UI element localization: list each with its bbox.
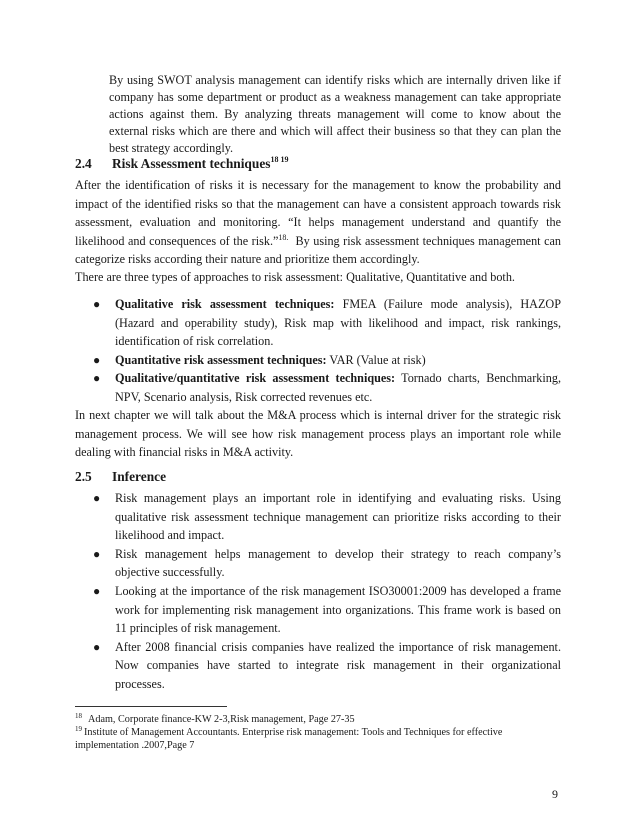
- list-item: [93, 582, 561, 638]
- section-2-4-paragraph-3: In next chapter we will talk about the M&A process which is internal driver for the strategic risk management process. We will see how risk management process plays an important role while dealing with financial risks in M&A activity.: [75, 408, 561, 460]
- bullet-icon: ●: [93, 639, 101, 654]
- section-2-4-title: Risk Assessment techniques: [112, 156, 271, 171]
- footnote-number: 19: [75, 725, 82, 733]
- section-2-4-heading: [75, 156, 288, 172]
- page-number: 9: [552, 787, 558, 801]
- section-2-5-number: 2.5: [75, 469, 92, 484]
- list-item-label: Quantitative risk assessment techniques:: [115, 352, 327, 367]
- paragraph-1-footnote-ref: 18.: [278, 232, 289, 242]
- list-item-text: VAR (Value at risk): [329, 352, 426, 367]
- list-item: [93, 351, 561, 370]
- bullet-icon: ●: [93, 546, 101, 561]
- footnote-divider: [75, 706, 227, 707]
- intro-paragraph: By using SWOT analysis management can identify risks which are internally driven like if company has some department or product as a weakness management can take appropriate actions against them. By analyzing threats management will come to know about the external risks which are there and which will affect their business so that they can plan the best strategy accordingly.: [109, 73, 561, 156]
- list-item-text: FMEA (Failure mode analysis), HAZOP (Hazard and operability study), Risk map with likelihood and impact, risk rankings, identification of risk correlation.: [115, 297, 562, 349]
- list-item-label: Qualitative risk assessment techniques:: [115, 297, 335, 311]
- list-item-text: Tornado charts, Benchmarking, NPV, Scenario analysis, Risk corrected revenues etc.: [115, 371, 561, 404]
- inference-list: [93, 489, 561, 694]
- bullet-icon: ●: [93, 371, 101, 386]
- bullet-icon: ●: [93, 297, 101, 311]
- list-item-text: Risk management helps management to develop their strategy to reach company’s objective successfully.: [115, 546, 561, 580]
- section-2-5-title: Inference: [112, 469, 167, 484]
- list-item-label: Qualitative/quantitative risk assessment techniques:: [115, 371, 396, 386]
- section-2-4-paragraph-1: [75, 176, 561, 269]
- list-item: [93, 489, 561, 545]
- section-2-4-title-refs: 18 19: [270, 155, 289, 164]
- list-item: [93, 638, 561, 694]
- list-item: [93, 369, 561, 406]
- bullet-icon: ●: [93, 352, 101, 367]
- section-2-4-paragraph-2: There are three types of approaches to risk assessment: Qualitative, Quantitative and both.: [75, 270, 515, 284]
- list-item-text: After 2008 financial crisis companies have realized the importance of risk management. Now companies have started to integrate risk management in their organizational processes.: [115, 639, 561, 691]
- bullet-icon: ●: [93, 583, 101, 598]
- list-item-text: Looking at the importance of the risk management ISO30001:2009 has developed a frame work for implementing risk management into organizations. This frame work is based on 11 principles of risk management.: [115, 583, 561, 636]
- footnote-19: [75, 726, 545, 753]
- assessment-techniques-list: [93, 295, 562, 407]
- footnote-text: Institute of Management Accountants. Enterprise risk management: Tools and Techniques for effective implementation .2007,Page 7: [75, 727, 503, 752]
- footnote-18: [75, 713, 575, 726]
- section-2-4-number: 2.4: [75, 156, 92, 171]
- bullet-icon: ●: [93, 491, 101, 505]
- list-item: [93, 295, 562, 351]
- footnote-text: Adam, Corporate finance-KW 2-3,Risk management, Page 27-35: [88, 714, 355, 725]
- section-2-5-heading: [75, 469, 166, 485]
- list-item: [93, 545, 561, 582]
- list-item-text: Risk management plays an important role in identifying and evaluating risks. Using qualitative risk assessment technique management can prioritize risks according to their likelihood and impact.: [115, 491, 561, 543]
- paragraph-1-text-a: After the identification of risks it is necessary for the management to know the probability and impact of the identified risks so that the management can have a consistent approach towards risk assessment, evaluation and monitoring. “It helps management understand and quantify the likelihood and consequences of the risk.”: [75, 178, 561, 248]
- footnote-number: 18: [75, 712, 82, 720]
- paragraph-1-text-b: By using risk assessment techniques management can categorize risks according their nature and prioritize them accordingly.: [75, 233, 561, 267]
